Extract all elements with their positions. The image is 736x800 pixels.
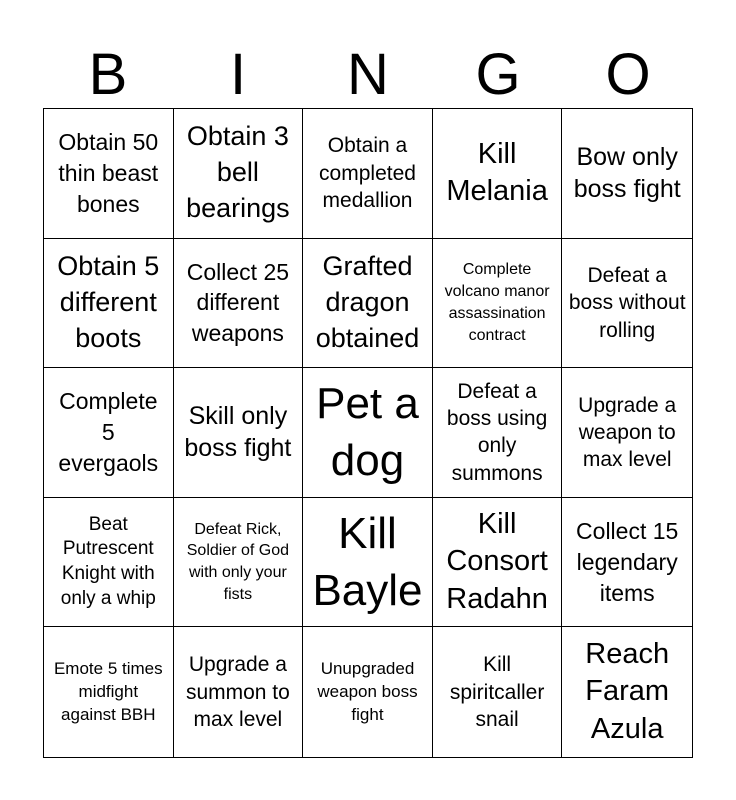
header-letter-n: N [347, 42, 389, 107]
header-letter-o: O [605, 42, 651, 107]
bingo-cell-text: Pet a dog [316, 379, 419, 486]
bingo-cell[interactable] [44, 627, 174, 757]
bingo-cell-text: Emote 5 times midfight against BBH [53, 658, 163, 724]
bingo-cell[interactable] [174, 368, 304, 498]
bingo-cell-text: Kill spiritcaller snail [449, 653, 545, 731]
bingo-cell-text: Kill Bayle [312, 508, 423, 616]
bingo-cell-text: Obtain a completed medallion [319, 134, 416, 212]
bingo-cell[interactable] [303, 109, 433, 239]
bingo-cell-text: Kill Consort Radahn [446, 507, 548, 615]
bingo-cell[interactable] [433, 368, 563, 498]
bingo-cell[interactable] [303, 239, 433, 369]
bingo-cell[interactable] [562, 109, 692, 239]
bingo-cell-text: Upgrade a summon to max level [185, 653, 290, 731]
bingo-cell[interactable] [562, 239, 692, 369]
bingo-cell-text: Beat Putrescent Knight with only a whip [60, 513, 156, 609]
bingo-cell-text: Skill only boss fight [184, 401, 292, 463]
bingo-header [43, 42, 693, 108]
bingo-cell[interactable] [44, 368, 174, 498]
bingo-cell-text: Obtain 3 bell bearings [186, 121, 290, 224]
bingo-cell[interactable] [174, 239, 304, 369]
bingo-cell-text: Obtain 5 different boots [57, 251, 160, 353]
bingo-cell-text: Defeat Rick, Soldier of God with only your fists [186, 520, 290, 603]
bingo-cell[interactable] [303, 627, 433, 757]
bingo-cell-text: Collect 25 different weapons [186, 258, 290, 347]
bingo-cell-text: Defeat a boss using only summons [446, 379, 548, 485]
bingo-board [43, 108, 693, 758]
bingo-cell-text: Complete 5 evergaols [58, 388, 159, 476]
bingo-cell-text: Kill Melania [446, 137, 548, 208]
bingo-cell[interactable] [433, 627, 563, 757]
bingo-cell[interactable] [562, 627, 692, 757]
bingo-cell[interactable] [562, 498, 692, 628]
bingo-cell-text: Collect 15 legendary items [576, 517, 679, 606]
header-letter-i: I [229, 42, 247, 107]
bingo-cell-text: Bow only boss fight [573, 142, 681, 204]
bingo-cell-text: Upgrade a weapon to max level [578, 393, 677, 472]
bingo-cell[interactable] [44, 498, 174, 628]
header-letter-b: B [88, 42, 128, 107]
bingo-cell[interactable] [44, 239, 174, 369]
bingo-cell[interactable] [433, 239, 563, 369]
bingo-cell-text: Unupgraded weapon boss fight [317, 658, 418, 724]
bingo-cell[interactable] [433, 109, 563, 239]
bingo-cell-text: Grafted dragon obtained [315, 251, 420, 353]
bingo-cell[interactable] [174, 109, 304, 239]
bingo-cell-text: Obtain 50 thin beast bones [58, 129, 159, 217]
bingo-cell[interactable] [433, 498, 563, 628]
bingo-cell-text: Reach Faram Azula [585, 637, 670, 746]
bingo-cell-text: Defeat a boss without rolling [568, 263, 686, 342]
bingo-cell[interactable] [303, 498, 433, 628]
bingo-cell[interactable] [303, 368, 433, 498]
header-letter-g: G [475, 42, 521, 107]
bingo-cell[interactable] [44, 109, 174, 239]
bingo-cell-text: Complete volcano manor assassination contract [444, 261, 550, 344]
bingo-cell[interactable] [562, 368, 692, 498]
bingo-cell[interactable] [174, 627, 304, 757]
bingo-cell[interactable] [174, 498, 304, 628]
